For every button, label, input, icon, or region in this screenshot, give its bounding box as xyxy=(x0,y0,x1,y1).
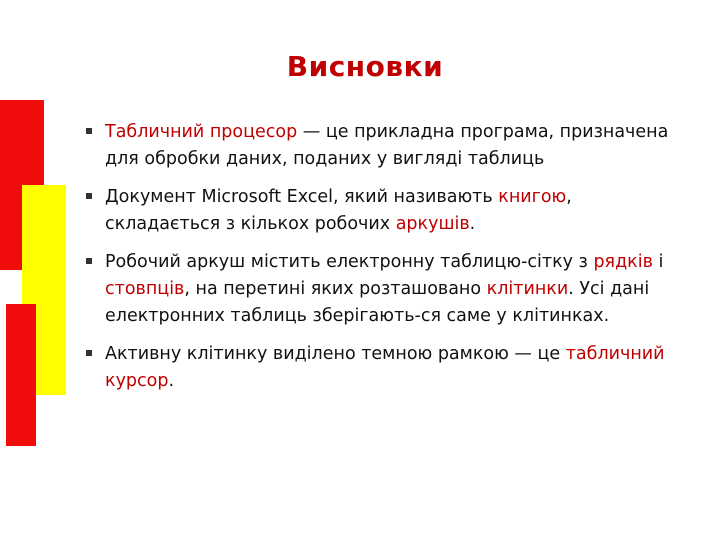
square-bullet-icon xyxy=(86,258,92,264)
bullet-text: . Усі дані електронних таблиць зберігають-ся саме у клітинках. xyxy=(105,279,650,326)
bullet-text: — це прикладна програма, призначена для обробки даних, поданих у вигляді таблиць xyxy=(105,122,669,169)
square-bullet-icon xyxy=(86,193,92,199)
bullet-item xyxy=(82,184,682,238)
slide-title: Висновки xyxy=(286,50,444,83)
term-highlight: стовпців xyxy=(105,279,185,299)
bullet-text: . xyxy=(469,214,476,234)
bullet-text: Активну клітинку виділено темною рамкою — це xyxy=(105,344,566,364)
bullet-text: . xyxy=(168,371,175,391)
term-highlight: Табличний процесор xyxy=(105,122,298,142)
bullet-text: Робочий аркуш містить електронну таблицю-сітку з xyxy=(105,252,594,272)
term-highlight: табличний курсор xyxy=(105,344,665,391)
bullet-text: Документ Microsoft Excel, який називають xyxy=(105,187,499,207)
bullet-text: , на перетині яких розташовано xyxy=(184,279,487,299)
square-bullet-icon xyxy=(86,128,92,134)
term-highlight: клітинки xyxy=(486,279,569,299)
term-highlight: аркушів xyxy=(395,214,470,234)
bullet-text: і xyxy=(652,252,664,272)
term-highlight: книгою xyxy=(498,187,567,207)
bullet-item xyxy=(82,249,682,330)
term-highlight: рядків xyxy=(593,252,653,272)
decor-red-block-bottom xyxy=(6,304,36,446)
bullet-item xyxy=(82,341,682,395)
bullet-text: , складається з кількох робочих xyxy=(105,187,572,234)
bullet-item xyxy=(82,119,682,173)
square-bullet-icon xyxy=(86,350,92,356)
bullet-list xyxy=(82,119,682,406)
